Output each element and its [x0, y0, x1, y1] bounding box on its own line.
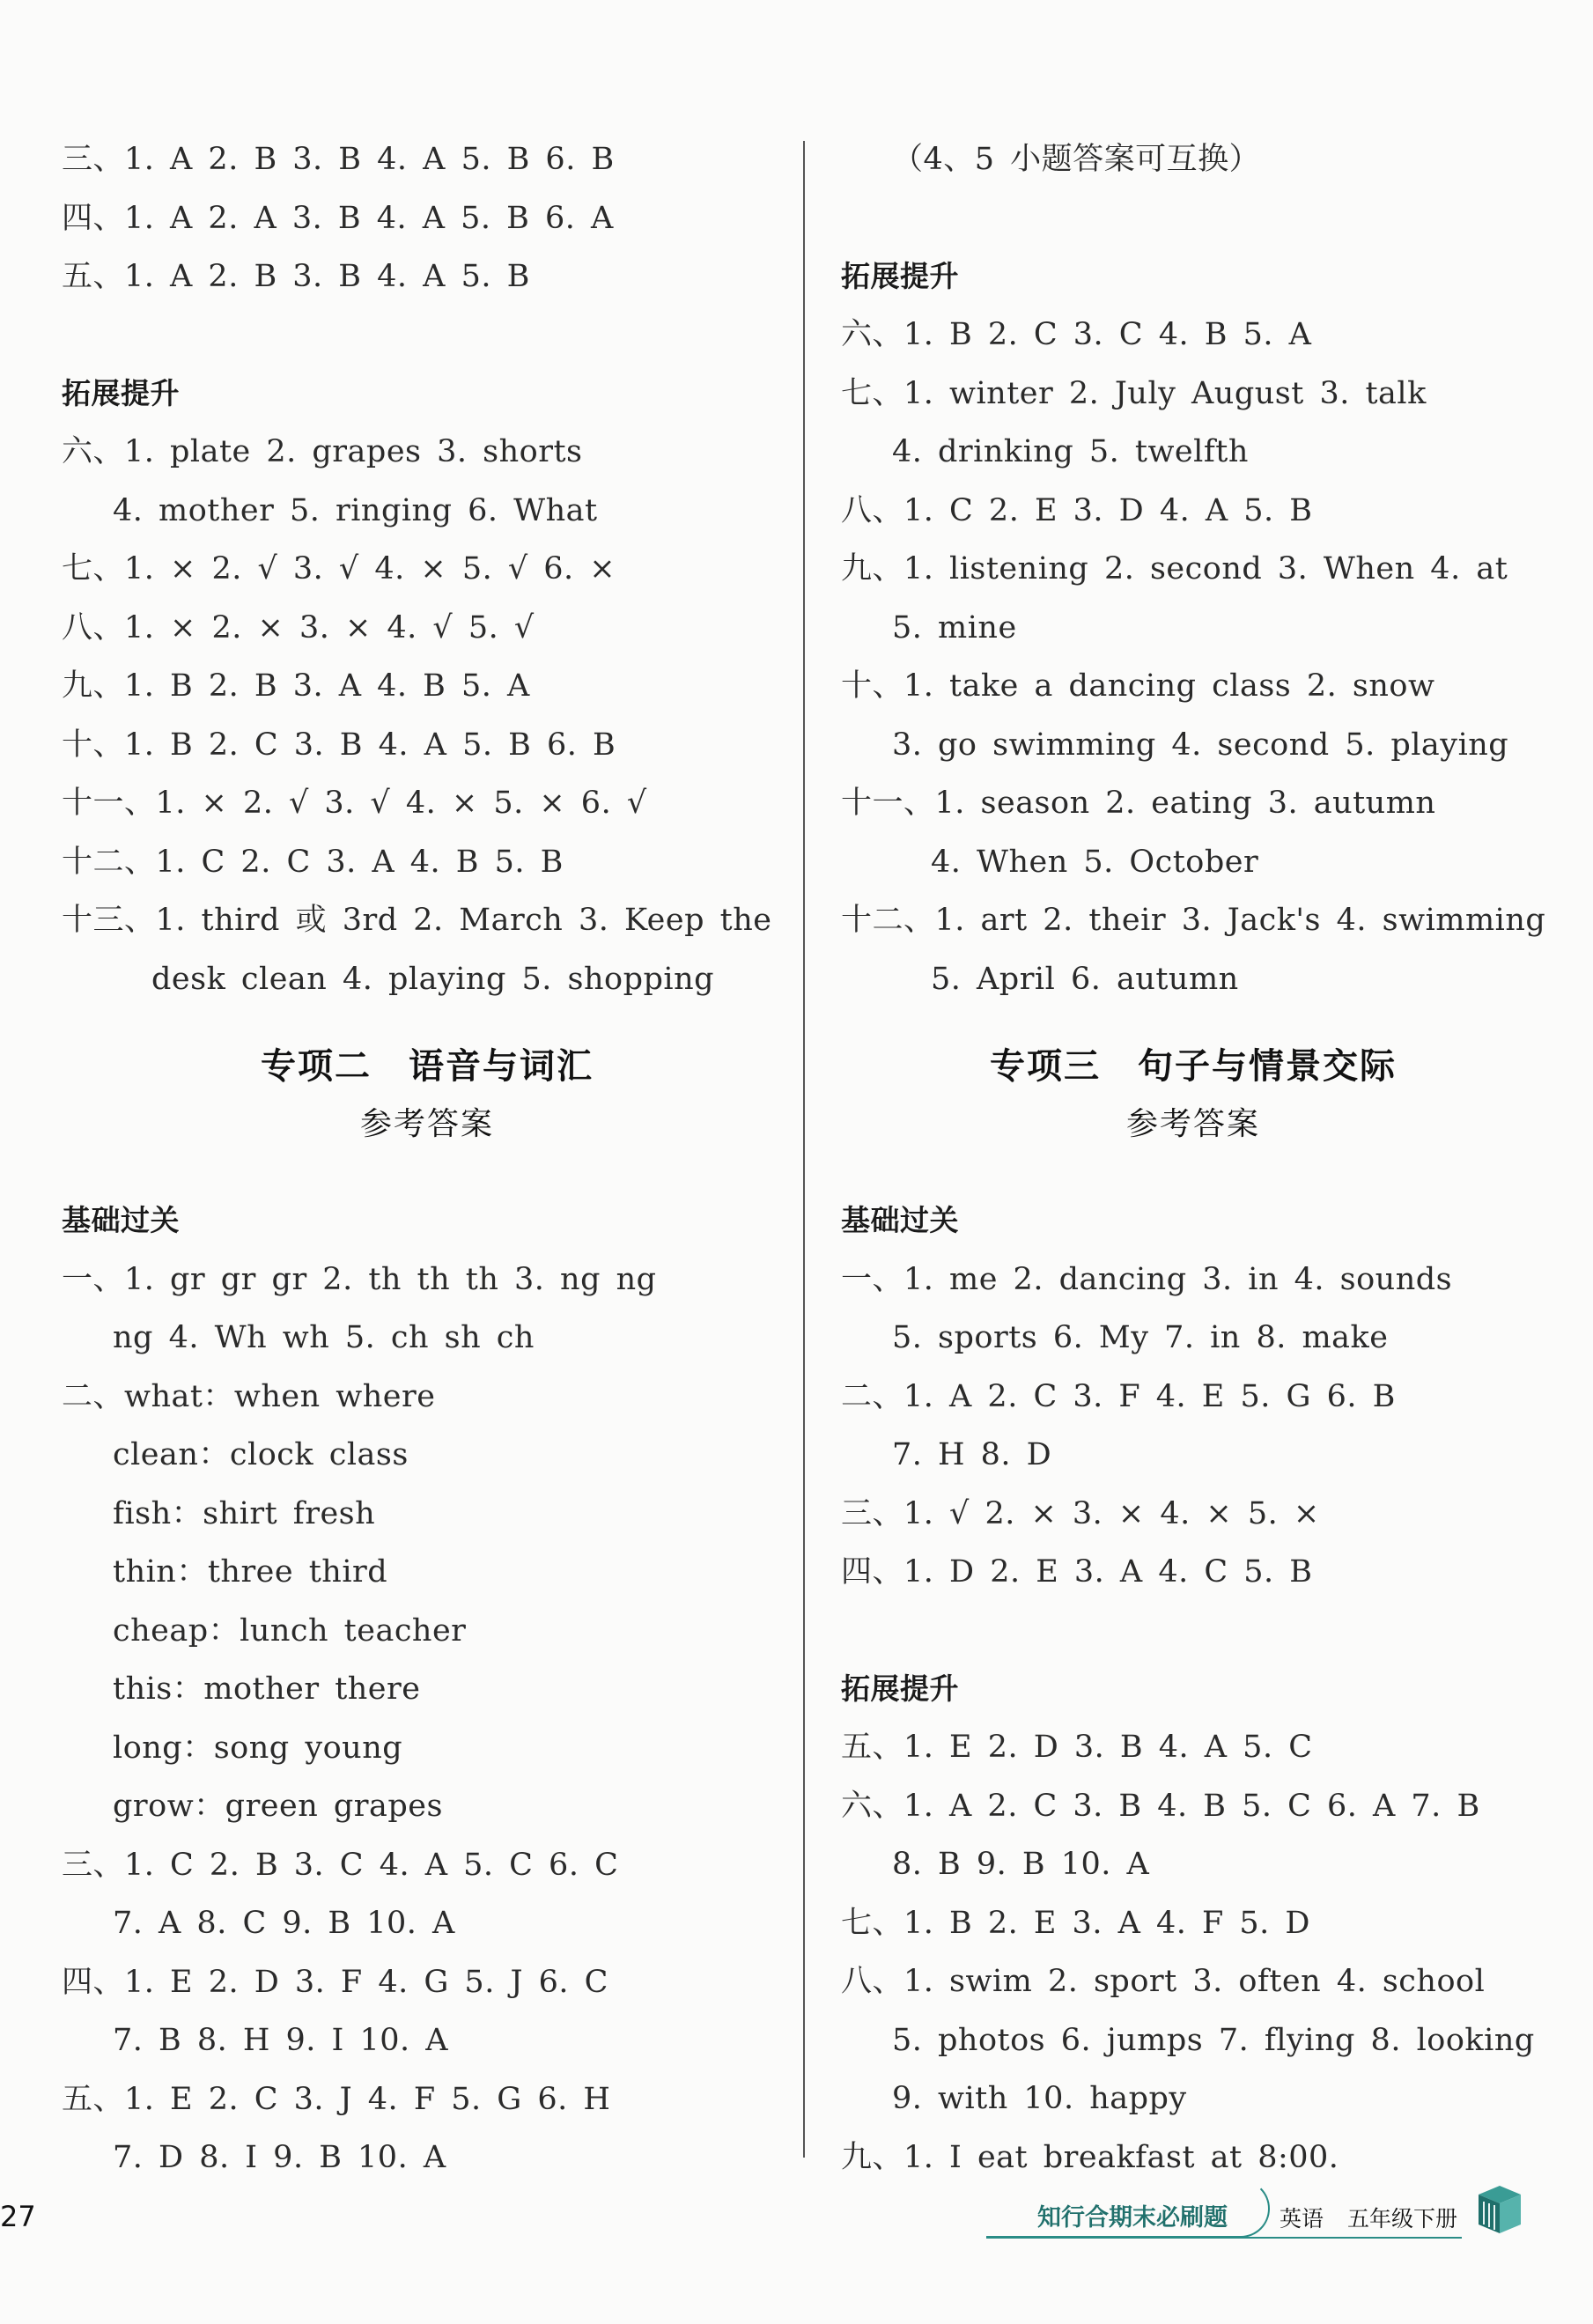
page-number: 27 [0, 2200, 36, 2233]
answer-line: 5. April 6. autumn [931, 961, 1239, 997]
answer-line: 7. B 8. H 9. I 10. A [113, 2023, 449, 2058]
answer-line: 8. B 9. B 10. A [892, 1847, 1150, 1882]
answer-line: 十一、1. season 2. eating 3. autumn [841, 786, 1436, 821]
answer-line: 八、1. swim 2. sport 3. often 4. school [841, 1964, 1486, 1999]
answer-line: 四、1. E 2. D 3. F 4. G 5. J 6. C [62, 1964, 608, 2000]
section-title: 专项三 句子与情景交际 [990, 1046, 1397, 1087]
footer-brand: 知行合期末必刷题 [1037, 2204, 1228, 2232]
answer-line: 二、1. A 2. C 3. F 4. E 5. G 6. B [841, 1378, 1396, 1414]
answer-line: 4. mother 5. ringing 6. What [113, 492, 598, 528]
answer-line: 7. A 8. C 9. B 10. A [113, 1906, 455, 1941]
answer-line: 4. drinking 5. twelfth [892, 434, 1249, 469]
answer-line: 六、1. B 2. C 3. C 4. B 5. A [841, 317, 1312, 352]
footer-grade: 五年级下册 [1347, 2206, 1458, 2232]
spacer [62, 306, 793, 365]
answer-line: 一、1. me 2. dancing 3. in 4. sounds [841, 1261, 1453, 1297]
answer-line: 十、1. take a dancing class 2. snow [841, 668, 1435, 704]
answer-line: 4. When 5. October [931, 844, 1259, 880]
footer-subject: 英语 [1280, 2206, 1324, 2232]
column-divider [803, 141, 805, 2158]
answer-line: 五、1. E 2. D 3. B 4. A 5. C [841, 1730, 1313, 1765]
answer-line: this：mother there [113, 1671, 421, 1707]
answer-line: 二、what：when where [62, 1378, 436, 1414]
spacer [62, 1156, 793, 1192]
section-heading: 基础过关 [62, 1203, 180, 1237]
section-subtitle: 参考答案 [359, 1106, 494, 1142]
section-heading: 基础过关 [841, 1203, 959, 1237]
answer-line: 十、1. B 2. C 3. B 4. A 5. B 6. B [62, 727, 616, 763]
answer-line: 三、1. A 2. B 3. B 4. A 5. B 6. B [62, 142, 615, 177]
answer-line: 九、1. B 2. B 3. A 4. B 5. A [62, 668, 530, 704]
answer-line: clean：clock class [113, 1437, 409, 1472]
answer-line: grow：green grapes [113, 1789, 443, 1824]
spacer [841, 1156, 1545, 1192]
right-answer-column [841, 130, 1545, 2187]
answer-line: 六、1. plate 2. grapes 3. shorts [62, 434, 583, 469]
answer-line: 十二、1. art 2. their 3. Jack's 4. swimming [841, 903, 1546, 938]
answer-line: 四、1. D 2. E 3. A 4. C 5. B [841, 1554, 1313, 1590]
answer-line: 九、1. I eat breakfast at 8:00. [841, 2139, 1339, 2175]
left-answer-column [62, 130, 793, 2188]
answer-line: 3. go swimming 4. second 5. playing [892, 727, 1509, 763]
answer-line: cheap：lunch teacher [113, 1612, 467, 1649]
answer-line: （4、5 小题答案可互换） [892, 142, 1261, 177]
answer-line: 5. mine [892, 609, 1017, 646]
answer-line: 七、1. × 2. √ 3. √ 4. × 5. √ 6. × [62, 551, 616, 587]
section-heading: 拓展提升 [841, 1671, 959, 1706]
answer-line: 5. photos 6. jumps 7. flying 8. looking [892, 2022, 1535, 2058]
section-heading: 拓展提升 [62, 375, 180, 410]
answer-line: 五、1. A 2. B 3. B 4. A 5. B [62, 259, 530, 294]
answer-line: 五、1. E 2. C 3. J 4. F 5. G 6. H [62, 2081, 611, 2117]
answer-line: 9. with 10. happy [892, 2081, 1187, 2116]
answer-line: ng 4. Wh wh 5. ch sh ch [113, 1320, 535, 1355]
spacer [841, 189, 1545, 247]
answer-line: 7. D 8. I 9. B 10. A [113, 2140, 446, 2175]
answer-line: 十二、1. C 2. C 3. A 4. B 5. B [62, 844, 564, 880]
answer-line: 一、1. gr gr gr 2. th th th 3. ng ng [62, 1261, 657, 1297]
section-title: 专项二 语音与词汇 [261, 1046, 594, 1087]
answer-line: 四、1. A 2. A 3. B 4. A 5. B 6. A [62, 200, 614, 236]
answer-line: desk clean 4. playing 5. shopping [151, 961, 715, 997]
answer-line: 十一、1. × 2. √ 3. √ 4. × 5. × 6. √ [62, 786, 647, 821]
answer-line: 十三、1. third 或 3rd 2. March 3. Keep the [62, 903, 772, 938]
answer-line: 九、1. listening 2. second 3. When 4. at [841, 551, 1508, 587]
section-subtitle: 参考答案 [1125, 1106, 1260, 1142]
answer-line: thin：three third [113, 1554, 388, 1590]
book-stack-icon [1475, 2182, 1524, 2237]
answer-line: 七、1. winter 2. July August 3. talk [841, 375, 1427, 411]
answer-line: 七、1. B 2. E 3. A 4. F 5. D [841, 1905, 1310, 1941]
answer-line: 5. sports 6. My 7. in 8. make [892, 1320, 1389, 1355]
answer-line: 六、1. A 2. C 3. B 4. B 5. C 6. A 7. B [841, 1788, 1480, 1824]
answer-line: long：song young [113, 1730, 403, 1766]
answer-line: 7. H 8. D [892, 1437, 1052, 1472]
answer-line: fish：shirt fresh [113, 1495, 376, 1531]
spacer [841, 1602, 1545, 1660]
footer-rule [986, 2237, 1462, 2239]
section-heading: 拓展提升 [841, 258, 959, 293]
answer-line: 八、1. C 2. E 3. D 4. A 5. B [841, 492, 1313, 528]
answer-line: 三、1. √ 2. × 3. × 4. × 5. × [841, 1495, 1320, 1531]
answer-line: 三、1. C 2. B 3. C 4. A 5. C 6. C [62, 1847, 619, 1883]
answer-line: 八、1. × 2. × 3. × 4. √ 5. √ [62, 609, 535, 646]
